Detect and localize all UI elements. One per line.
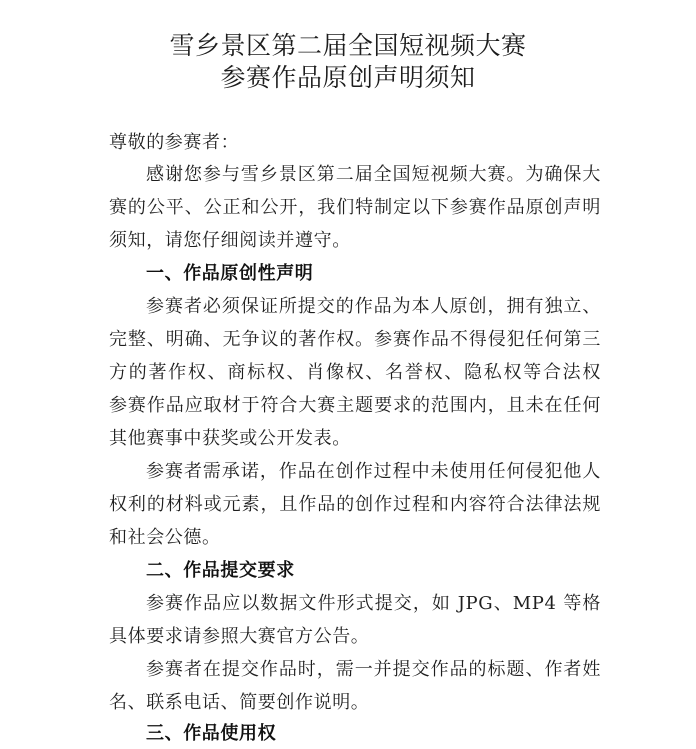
section1-para1-line1: 参赛者必须保证所提交的作品为本人原创，拥有独立、 <box>146 296 601 317</box>
section1-heading: 一、作品原创性声明 <box>146 263 314 284</box>
salutation: 尊敬的参赛者： <box>109 132 240 153</box>
section1-para1-line4: 参赛作品应取材于符合大赛主题要求的范围内，且未在任何 <box>109 395 601 416</box>
document-title-line1: 雪乡景区第二届全国短视频大赛 <box>169 31 527 60</box>
section1-para2-line2: 权利的材料或元素，且作品的创作过程和内容符合法律法规 <box>109 494 601 515</box>
section2-para1-line2: 具体要求请参照大赛官方公告。 <box>109 626 370 647</box>
document-title-line2: 参赛作品原创声明须知 <box>220 63 476 92</box>
intro-line-1: 感谢您参与雪乡景区第二届全国短视频大赛。为确保大 <box>146 164 601 185</box>
section2-heading: 二、作品提交要求 <box>146 560 295 581</box>
intro-line-3: 须知，请您仔细阅读并遵守。 <box>109 230 351 251</box>
section1-para2-line3: 和社会公德。 <box>109 527 221 548</box>
section1-para1-line2: 完整、明确、无争议的著作权。参赛作品不得侵犯任何第三 <box>109 329 601 350</box>
section1-para2-line1: 参赛者需承诺，作品在创作过程中未使用任何侵犯他人 <box>146 461 601 482</box>
section2-para1-line1: 参赛作品应以数据文件形式提交，如 JPG、MP4 等格 <box>146 593 601 614</box>
section2-para2-line1: 参赛者在提交作品时，需一并提交作品的标题、作者姓 <box>146 659 601 680</box>
intro-line-2: 赛的公平、公正和公开，我们特制定以下参赛作品原创声明 <box>109 197 601 218</box>
section3-heading: 三、作品使用权 <box>146 723 277 744</box>
section1-para1-line3: 方的著作权、商标权、肖像权、名誉权、隐私权等合法权 <box>109 362 601 383</box>
section2-para2-line2: 名、联系电话、简要创作说明。 <box>109 692 370 713</box>
section1-para1-line5: 其他赛事中获奖或公开发表。 <box>109 428 351 449</box>
